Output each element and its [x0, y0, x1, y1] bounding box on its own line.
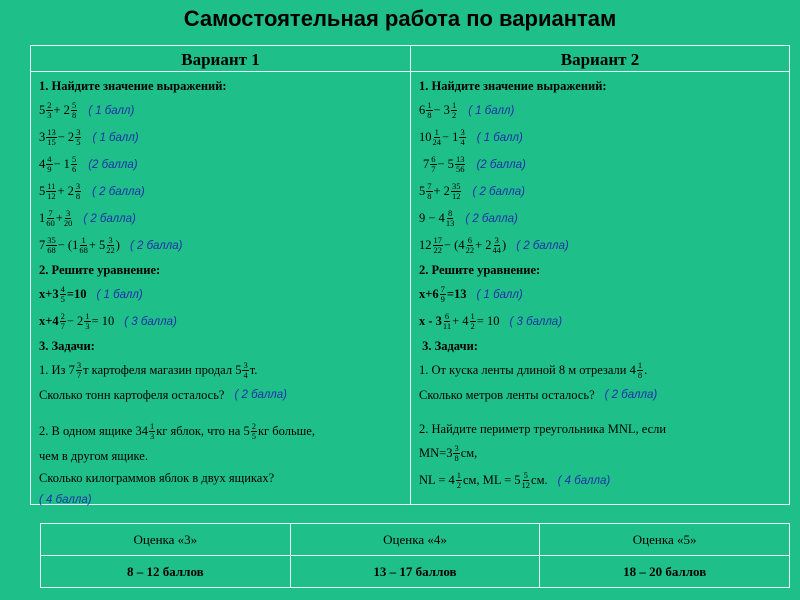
- variant-2-column: [410, 46, 789, 504]
- expression-2: 3 $\frac{13}{15}$ − 2 $\frac{3}{5}$ ( 1 балл): [39, 127, 139, 147]
- points-label: ( 2 балла): [516, 239, 569, 252]
- points-label: ( 2 балла): [92, 185, 145, 198]
- problem-2-line-3: NL = 4 $\frac{1}{2}$ см, ML = 5 $\frac{5}{12}$ см. ( 4 балла): [419, 470, 611, 490]
- grade-3-header: Оценка «3»: [41, 524, 291, 556]
- expression-3: 4 $\frac{4}{9}$ − 1 $\frac{5}{6}$ (2 балла): [39, 154, 138, 174]
- points-label: ( 2 балла): [83, 212, 136, 225]
- equation-2: x+4 $\frac{2}{7}$ − 2 $\frac{1}{3}$ = 10 ( 3 балла): [39, 311, 177, 331]
- variants-table: [30, 45, 790, 505]
- expression-6: 12 $\frac{17}{22}$ − (4 $\frac{6}{22}$ + 2 $\frac{3}{44}$ ) ( 2 балла): [419, 235, 569, 255]
- expression-2: 10 $\frac{1}{24}$ − 1 $\frac{3}{4}$ ( 1 балл): [419, 127, 523, 147]
- problem-1-line-2: Сколько тонн картофеля осталось? ( 2 балла): [39, 387, 288, 402]
- page-title: Самостоятельная работа по вариантам: [183, 6, 617, 31]
- problem-1-line-1: 1. От куска ленты длиной 8 м отрезали 4 $\frac{1}{8}$ .: [419, 360, 648, 380]
- points-label: ( 1 балл): [88, 104, 135, 117]
- points-label: (2 балла): [88, 158, 138, 171]
- problem-2-points: [39, 489, 402, 511]
- points-label: ( 3 балла): [509, 315, 563, 328]
- grade-5-header: Оценка «5»: [540, 524, 790, 556]
- expression-1: 5 $\frac{2}{3}$ + 2 $\frac{5}{8}$ ( 1 балл): [39, 100, 135, 120]
- expression-5: 1 $\frac{7}{60}$ + $\frac{3}{20}$ ( 2 балла): [39, 208, 136, 228]
- expression-5: 9 − 4 $\frac{8}{13}$ ( 2 балла): [419, 208, 518, 228]
- problem-1-line-1: 1. Из 7 $\frac{3}{7}$ т картофеля магазин продал 5 $\frac{3}{4}$ т.: [39, 360, 258, 380]
- problem-2-line-1: 2. В одном ящике 34 $\frac{1}{3}$ кг яблок, что на 5 $\frac{2}{5}$ кг больше,: [39, 421, 315, 441]
- expression-1: 6 $\frac{1}{8}$ − 3 $\frac{1}{2}$ ( 1 балл): [419, 100, 515, 120]
- grading-values-row: [41, 556, 790, 588]
- problem-2-line-3: Сколько килограммов яблок в двух ящиках?: [39, 470, 275, 485]
- grade-3-range: 8 – 12 баллов: [41, 556, 291, 588]
- points-label: ( 2 балла): [465, 212, 518, 225]
- points-label: (2 балла): [476, 158, 526, 171]
- points-label: ( 1 балл): [468, 104, 515, 117]
- task-3-heading: 3. Задачи:: [419, 338, 478, 353]
- variant-1-title: Вариант 1: [181, 50, 260, 69]
- points-label: ( 1 балл): [476, 131, 523, 144]
- points-label: ( 4 балла): [39, 494, 92, 506]
- expression-4: 5 $\frac{7}{8}$ + 2 $\frac{35}{12}$ ( 2 балла): [419, 181, 525, 201]
- expression-6: 7 $\frac{35}{68}$ − (1 $\frac{1}{68}$ + 5 $\frac{3}{22}$ ) ( 2 балла): [39, 235, 183, 255]
- problem-2-line-2: чем в другом ящике.: [39, 448, 148, 463]
- grading-header-row: [41, 524, 790, 556]
- problem-1-line-2: Сколько метров ленты осталось? ( 2 балла): [419, 387, 658, 402]
- variant-2-title: Вариант 2: [560, 50, 640, 69]
- equation-2: x - 3 $\frac{6}{11}$ + 4 $\frac{1}{2}$ = 10 ( 3 балла): [419, 311, 563, 331]
- grade-4-range: 13 – 17 баллов: [290, 556, 540, 588]
- expression-3: 7 $\frac{6}{7}$ − 5 $\frac{13}{56}$ (2 балла): [423, 154, 526, 174]
- points-label: ( 2 балла): [129, 239, 183, 252]
- points-label: ( 1 балл): [476, 288, 523, 301]
- task-2-heading: 2. Решите уравнение:: [39, 262, 161, 277]
- equation-1: x+6 $\frac{7}{9}$ =13 ( 1 балл): [419, 284, 523, 304]
- grade-4-header: Оценка «4»: [290, 524, 540, 556]
- task-2-heading: 2. Решите уравнение:: [419, 262, 541, 277]
- grading-table: [40, 523, 790, 588]
- points-label: ( 1 балл): [92, 131, 139, 144]
- points-label: ( 2 балла): [472, 185, 525, 198]
- points-label: ( 3 балла): [124, 315, 177, 328]
- points-label: ( 2 балла): [234, 389, 288, 401]
- problem-2-line-2: MN=3 $\frac{3}{8}$ см,: [419, 443, 478, 463]
- expression-4: 5 $\frac{11}{12}$ + 2 $\frac{3}{8}$ ( 2 балла): [39, 181, 145, 201]
- points-label: ( 1 балл): [96, 288, 143, 301]
- problem-2-line-1: 2. Найдите периметр треугольника MNL, если: [419, 421, 667, 436]
- task-3-heading: 3. Задачи:: [39, 338, 95, 353]
- points-label: ( 2 балла): [604, 389, 658, 401]
- task-1-heading: 1. Найдите значение выражений:: [419, 78, 607, 93]
- task-1-heading: 1. Найдите значение выражений:: [39, 78, 227, 93]
- points-label: ( 4 балла): [557, 474, 611, 487]
- equation-1: x+3 $\frac{4}{5}$ =10 ( 1 балл): [39, 284, 143, 304]
- variant-1-column: [31, 46, 410, 504]
- grade-5-range: 18 – 20 баллов: [540, 556, 790, 588]
